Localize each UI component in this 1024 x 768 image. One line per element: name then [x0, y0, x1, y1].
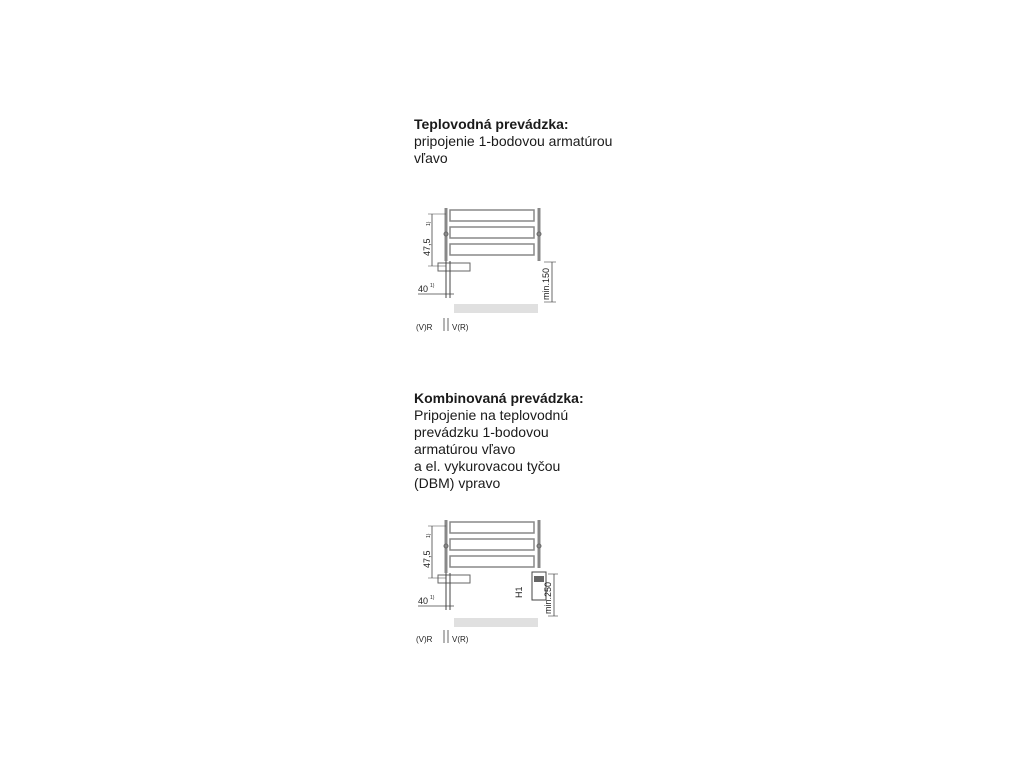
section-description-line: Pripojenie na teplovodnú: [414, 407, 569, 423]
section-teplovodna: [414, 116, 612, 167]
section-kombinovana: [414, 390, 584, 492]
legend-return: (V)R: [416, 323, 433, 332]
floor: [454, 618, 538, 627]
radiator-bar: [450, 227, 534, 238]
radiator-bar: [450, 244, 534, 255]
dimension-footnote: 1): [426, 221, 432, 226]
legend-flow: V(R): [452, 635, 469, 644]
radiator-diagram-water: [410, 206, 590, 336]
dimension-label-floor: min.150: [541, 267, 551, 300]
dimension-label-width: 40: [418, 284, 429, 294]
dimension-label-height: 47,5: [422, 238, 432, 256]
heater-control: [534, 576, 544, 582]
section-description-line: (DBM) vpravo: [414, 475, 501, 491]
section-description-line: pripojenie 1-bodovou armatúrou: [414, 133, 613, 149]
section-description-line: a el. vykurovacou tyčou: [414, 458, 561, 474]
dimension-label-height: 47,5: [422, 550, 432, 568]
radiator-bar: [450, 539, 534, 550]
valve-fitting: [438, 575, 470, 583]
dimension-footnote: 1): [430, 595, 435, 601]
section-title: Teplovodná prevádzka:: [414, 116, 569, 132]
legend-return: (V)R: [416, 635, 433, 644]
legend-flow: V(R): [452, 323, 469, 332]
floor: [454, 304, 538, 313]
radiator-bar: [450, 522, 534, 533]
radiator-bar: [450, 556, 534, 567]
section-description-line: prevádzku 1-bodovou: [414, 424, 549, 440]
valve-fitting: [438, 263, 470, 271]
section-title: Kombinovaná prevádzka:: [414, 390, 584, 406]
section-description-line: vľavo: [414, 150, 448, 166]
dimension-label-floor: min.250: [543, 581, 553, 614]
dimension-footnote: 1): [426, 533, 432, 538]
dimension-label-width: 40: [418, 596, 429, 606]
radiator-diagram-combined: [410, 518, 590, 648]
heater-label: H1: [514, 586, 524, 598]
radiator-bar: [450, 210, 534, 221]
dimension-footnote: 1): [430, 283, 435, 289]
section-description-line: armatúrou vľavo: [414, 441, 516, 457]
